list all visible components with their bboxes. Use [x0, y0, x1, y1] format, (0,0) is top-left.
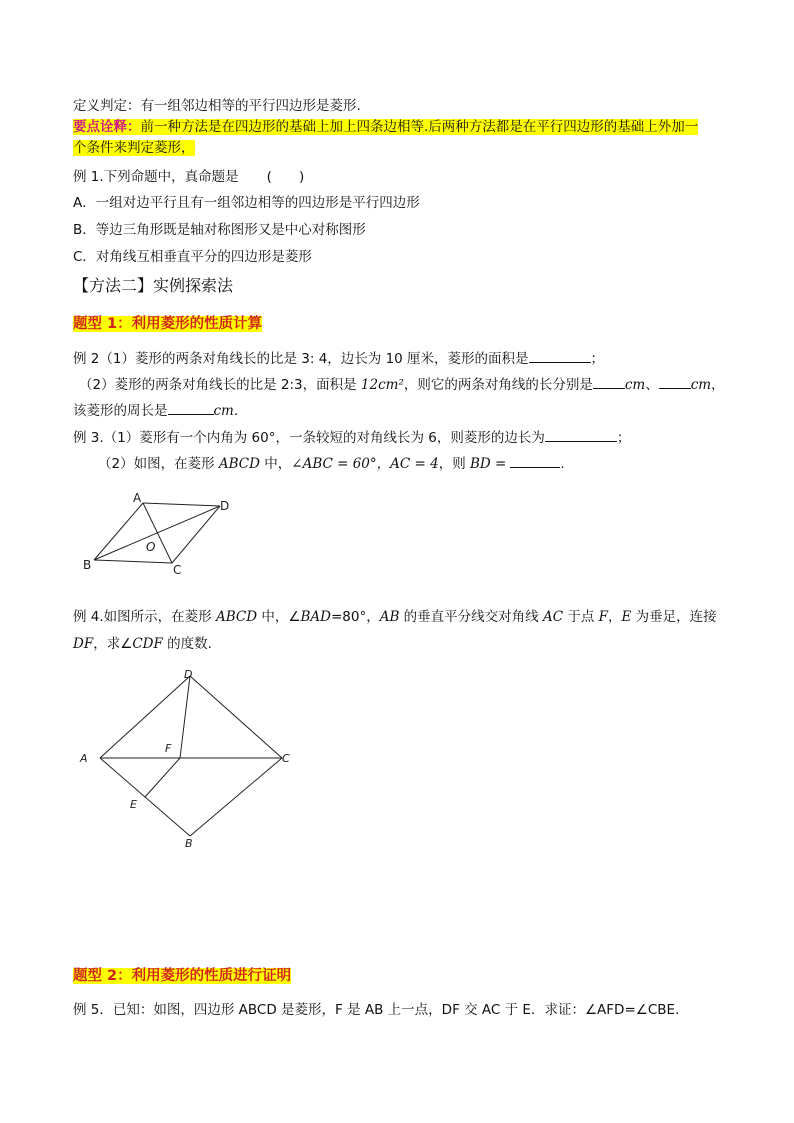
example-4-line-2: DF，求∠CDF 的度数.	[73, 636, 212, 652]
side-ad	[143, 503, 220, 506]
rhombus-figure-2	[70, 662, 310, 854]
label-a: A	[80, 752, 88, 765]
example-2-part-2: （2）菱形的两条对角线长的比是 2:3，面积是 12cm²，则它的两条对角线的长分别是 cm、 cm，	[79, 374, 725, 395]
method-2-heading: 【方法二】实例探索法	[73, 276, 234, 295]
label-f: F	[165, 742, 172, 755]
type-2-heading: 题型 2：利用菱形的性质进行证明	[73, 968, 292, 984]
label-b: B	[185, 837, 193, 850]
answer-blank	[659, 374, 691, 389]
example-3-part-1: 例 3.（1）菱形有一个内角为 60°，一条较短的对角线长为 6，则菱形的边长为 ；	[73, 427, 630, 448]
label-d: D	[220, 499, 230, 513]
example-4-line-1: 例 4.如图所示，在菱形 ABCD 中，∠BAD=80°，AB 的垂直平分线交对角线 AC 于点 F，E 为垂足，连接	[73, 609, 717, 625]
example-1-option-b: B．等边三角形既是轴对称图形又是中心对称图形	[73, 222, 366, 238]
side-cb	[190, 758, 282, 836]
segment-df	[180, 676, 190, 758]
key-explanation-line-1: 要点诠释：前一种方法是在四边形的基础上加上四条边相等.后两种方法都是在平行四边形的基础上外加一	[73, 119, 699, 135]
example-3-part-2: （2）如图，在菱形 ABCD 中，∠ABC = 60°，AC = 4，则 BD = .	[98, 453, 565, 474]
example-1-stem: 例 1.下列命题中，真命题是 ( )	[73, 169, 305, 185]
diagonal-bd	[94, 506, 220, 560]
side-dc	[172, 506, 220, 563]
key-explanation-line-2: 个条件来判定菱形，	[73, 140, 195, 156]
label-b: B	[83, 558, 92, 572]
answer-blank	[593, 374, 625, 389]
label-a: A	[133, 491, 142, 505]
label-e: E	[130, 798, 137, 811]
example-1-option-a: A．一组对边平行且有一组邻边相等的四边形是平行四边形	[73, 195, 420, 211]
example-1-option-c: C．对角线互相垂直平分的四边形是菱形	[73, 249, 312, 265]
type-1-heading: 题型 1：利用菱形的性质计算	[73, 316, 263, 332]
side-dc	[190, 676, 282, 758]
side-ad	[100, 676, 190, 758]
side-cb	[94, 560, 172, 563]
key-label: 要点诠释：	[73, 119, 141, 135]
answer-blank	[168, 400, 214, 415]
label-c: C	[173, 563, 182, 577]
answer-blank	[529, 348, 591, 363]
label-o: O	[146, 540, 156, 554]
label-d: D	[184, 668, 193, 681]
answer-blank	[510, 453, 560, 468]
segment-fe	[145, 758, 180, 797]
example-5: 例 5．已知：如图，四边形 ABCD 是菱形，F 是 AB 上一点，DF 交 AC 于 E．求证：∠AFD=∠CBE．	[73, 1002, 689, 1018]
label-c: C	[282, 752, 290, 765]
side-ba	[94, 503, 143, 560]
rhombus-figure-1	[70, 488, 250, 580]
example-2-part-1: 例 2（1）菱形的两条对角线长的比是 3: 4，边长为 10 厘米，菱形的面积是 ；	[73, 348, 604, 369]
example-2-part-3: 该菱形的周长是 cm.	[73, 400, 238, 421]
answer-blank	[545, 427, 617, 442]
definition-line: 定义判定：有一组邻边相等的平行四边形是菱形.	[73, 98, 361, 114]
